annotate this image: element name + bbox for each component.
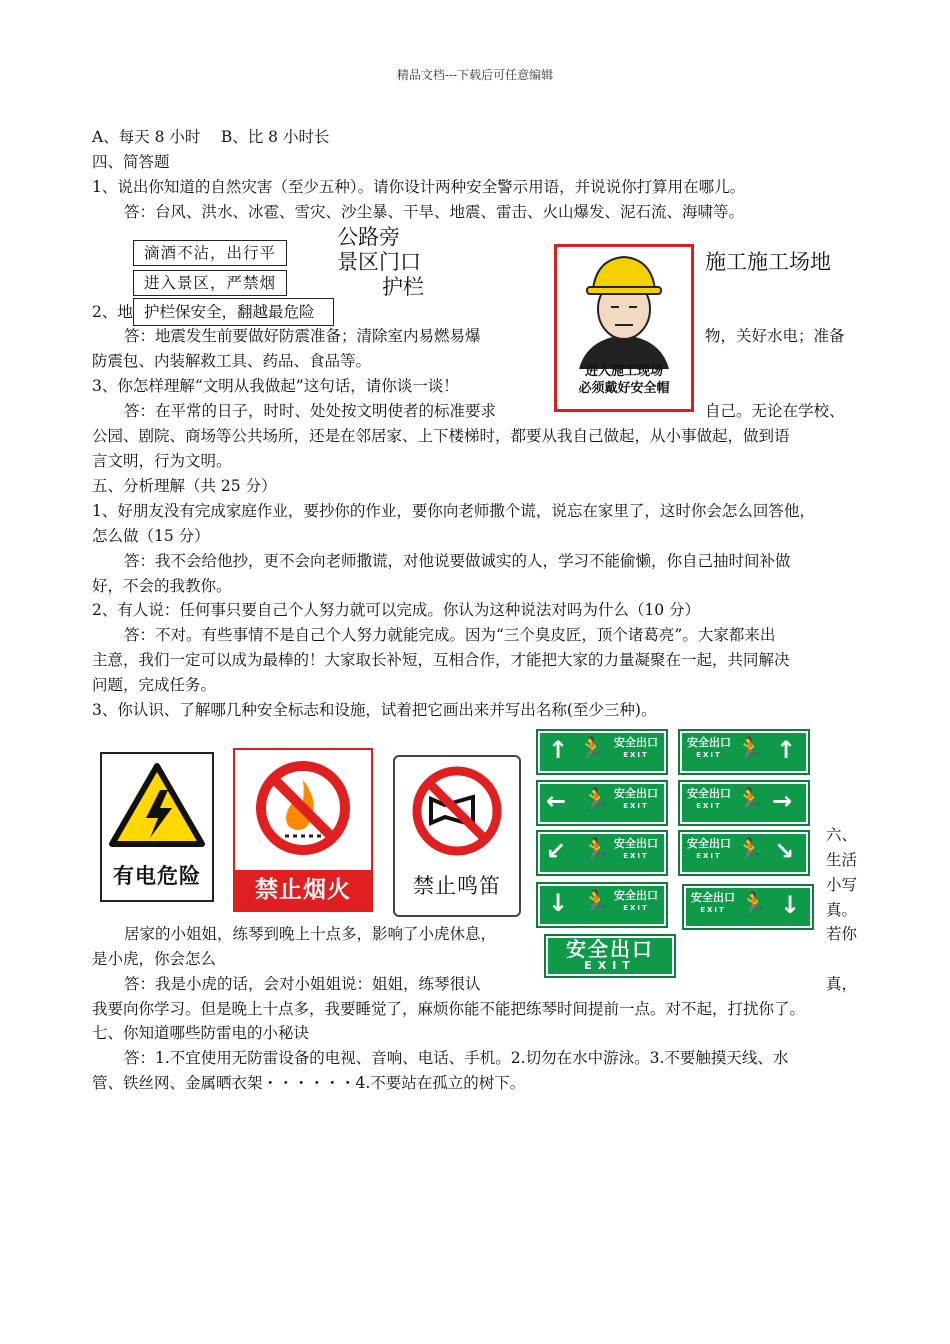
arrow-left-icon: ← xyxy=(546,787,567,815)
answer-continued: 物，关好水电；准备 xyxy=(705,327,845,345)
answer: 公园、剧院、商场等公共场所，还是在邻居家、上下楼梯时，都要从我自己做起，从小事做起，做到语 xyxy=(92,427,790,445)
exit-sign-cn: 安全出口 xyxy=(566,937,654,961)
exit-sign-cn: 安全出口 xyxy=(614,837,658,850)
side-text: 真。 xyxy=(826,901,858,919)
exit-sign-up-left xyxy=(536,729,668,775)
running-man-icon: 🏃 xyxy=(740,892,768,917)
exit-sign-down-left xyxy=(536,830,668,876)
section-heading: 七、你知道哪些防雷电的小秘诀 xyxy=(92,1024,310,1042)
running-man-icon: 🏃 xyxy=(582,788,610,813)
exit-sign-en: EXIT xyxy=(696,751,722,759)
running-man-icon: 🏃 xyxy=(582,890,610,915)
exit-sign-cn: 安全出口 xyxy=(614,787,658,800)
answer: 管、铁丝网、金属晒衣架・・・・・・4.不要站在孤立的树下。 xyxy=(92,1074,526,1092)
no-fire-icon xyxy=(235,750,371,868)
warning-box-3: 护栏保安全，翻越最危险 xyxy=(133,298,334,326)
answer: 好，不会的我教你。 xyxy=(92,577,232,595)
answer: 言文明，行为文明。 xyxy=(92,452,232,470)
question: 1、说出你知道的自然灾害（至少五种）。请你设计两种安全警示用语，并说说你打算用在哪儿。 xyxy=(92,178,746,196)
place-label-roadside: 公路旁 xyxy=(337,225,400,249)
question: 怎么做（15 分） xyxy=(92,527,210,545)
exit-sign-cn: 安全出口 xyxy=(614,736,658,749)
answer: 防震包、内装解救工具、药品、食品等。 xyxy=(92,352,372,370)
exit-sign-en: EXIT xyxy=(700,906,726,914)
question: 是小虎，你会怎么 xyxy=(92,950,217,968)
no-horn-sign xyxy=(393,755,521,917)
exit-sign-cn: 安全出口 xyxy=(691,891,735,904)
section-heading: 四、简答题 xyxy=(92,153,170,171)
question: 1、好朋友没有完成家庭作业，要抄你的作业，要你向老师撒个谎，说忘在家里了，这时你会怎么回答他， xyxy=(92,502,815,520)
exit-sign-en: EXIT xyxy=(623,904,649,912)
exit-sign-cn: 安全出口 xyxy=(687,736,731,749)
construction-sign-line2: 必须戴好安全帽 xyxy=(578,381,670,396)
exit-sign-down-right xyxy=(678,830,810,876)
exit-sign-en: EXIT xyxy=(623,802,649,810)
answer: 答：我是小虎的话，会对小姐姐说：姐姐，练琴很认 xyxy=(124,975,481,993)
running-man-icon: 🏃 xyxy=(578,737,606,762)
arrow-down-right-icon: ↘ xyxy=(774,837,795,865)
arrow-up-icon: ↑ xyxy=(776,736,797,764)
answer-continued: 真， xyxy=(826,975,858,993)
question: 3、你怎样理解“文明从我做起”这句话，请你谈一谈！ xyxy=(92,377,459,395)
running-man-icon: 🏃 xyxy=(736,788,764,813)
fire-sign-label: 禁止烟火 xyxy=(235,870,371,910)
answer: 答：在平常的日子，时时、处处按文明使者的标准要求 xyxy=(124,402,497,420)
place-label-scenic-gate: 景区门口 xyxy=(337,250,421,274)
lightning-warning-icon xyxy=(102,754,212,854)
exit-sign-cn: 安全出口 xyxy=(687,837,731,850)
exit-sign-down-b xyxy=(682,884,814,930)
arrow-up-icon: ↑ xyxy=(548,736,569,764)
exit-sign-up-right xyxy=(678,729,810,775)
running-man-icon: 🏃 xyxy=(736,838,764,863)
exit-sign-en: EXIT xyxy=(584,959,636,972)
no-horn-icon xyxy=(395,757,519,867)
text-line: A、每天 8 小时 B、比 8 小时长 xyxy=(92,128,330,146)
arrow-down-icon: ↓ xyxy=(780,891,801,919)
answer: 答：我不会给他抄，更不会向老师撒谎，对他说要做诚实的人，学习不能偷懒，你自己抽时间补做 xyxy=(124,552,791,570)
question-continued: 若你 xyxy=(826,925,858,943)
electric-hazard-sign xyxy=(100,752,214,902)
answer: 答：地震发生前要做好防震准备；清除室内易燃易爆 xyxy=(124,327,481,345)
question-fragment: 2、地 xyxy=(92,303,133,321)
running-man-icon: 🏃 xyxy=(582,838,610,863)
arrow-right-icon: → xyxy=(772,787,793,815)
exit-sign-left xyxy=(536,780,668,826)
running-man-icon: 🏃 xyxy=(736,737,764,762)
answer: 主意，我们一定可以成为最棒的！大家取长补短，互相合作，才能把大家的力量凝聚在一起，共同解决 xyxy=(92,651,790,669)
exit-sign-large xyxy=(544,934,676,978)
place-label-railing: 护栏 xyxy=(382,275,424,299)
warning-box-1: 滴酒不沾，出行平 xyxy=(133,240,287,266)
exit-sign-en: EXIT xyxy=(623,852,649,860)
answer-continued: 自己。无论在学校、 xyxy=(705,402,845,420)
answer: 答：不对。有些事情不是自己个人努力就能完成。因为“三个臭皮匠，顶个诸葛亮”。大家都来出 xyxy=(124,626,776,644)
exit-sign-cn: 安全出口 xyxy=(687,787,731,800)
section-heading: 五、分析理解（共 25 分） xyxy=(92,477,277,495)
answer: 答：1.不宜使用无防雷设备的电视、音响、电话、手机。2.切勿在水中游泳。3.不要触摸天线、水 xyxy=(124,1049,789,1067)
question: 居家的小姐姐，练琴到晚上十点多，影响了小虎休息， xyxy=(124,925,497,943)
page-header: 精品文档---下载后可任意编辑 xyxy=(396,68,554,82)
exit-sign-en: EXIT xyxy=(696,802,722,810)
electric-sign-label: 有电危险 xyxy=(113,864,201,888)
arrow-down-left-icon: ↙ xyxy=(546,837,567,865)
side-text: 六、 xyxy=(826,826,858,844)
side-text: 生活 xyxy=(826,851,858,869)
side-text: 小写 xyxy=(826,876,858,894)
answer: 我要向你学习。但是晚上十点多，我要睡觉了，麻烦你能不能把练琴时间提前一点。对不起，打扰你了。 xyxy=(92,1000,806,1018)
exit-sign-right xyxy=(678,780,810,826)
no-fire-sign xyxy=(233,748,373,912)
arrow-down-icon: ↓ xyxy=(548,889,569,917)
exit-sign-en: EXIT xyxy=(623,751,649,759)
answer: 问题，完成任务。 xyxy=(92,676,217,694)
question: 2、有人说：任何事只要自己个人努力就可以完成。你认为这种说法对吗为什么（10 分） xyxy=(92,601,701,619)
construction-sign-line1: 进入施工现场 xyxy=(584,364,663,379)
exit-sign-down-a xyxy=(536,882,668,928)
exit-sign-en: EXIT xyxy=(696,852,722,860)
answer: 答：台风、洪水、冰雹、雪灾、沙尘暴、干旱、地震、雷击、火山爆发、泥石流、海啸等。 xyxy=(124,203,745,221)
horn-sign-label: 禁止鸣笛 xyxy=(413,874,501,898)
question: 3、你认识、了解哪几种安全标志和设施，试着把它画出来并写出名称(至少三种)。 xyxy=(92,701,657,719)
construction-helmet-sign xyxy=(554,244,694,412)
worker-helmet-icon xyxy=(557,247,691,369)
place-label-construction: 施工施工场地 xyxy=(705,250,831,274)
exit-sign-cn: 安全出口 xyxy=(614,889,658,902)
warning-box-2: 进入景区，严禁烟 xyxy=(133,270,287,296)
